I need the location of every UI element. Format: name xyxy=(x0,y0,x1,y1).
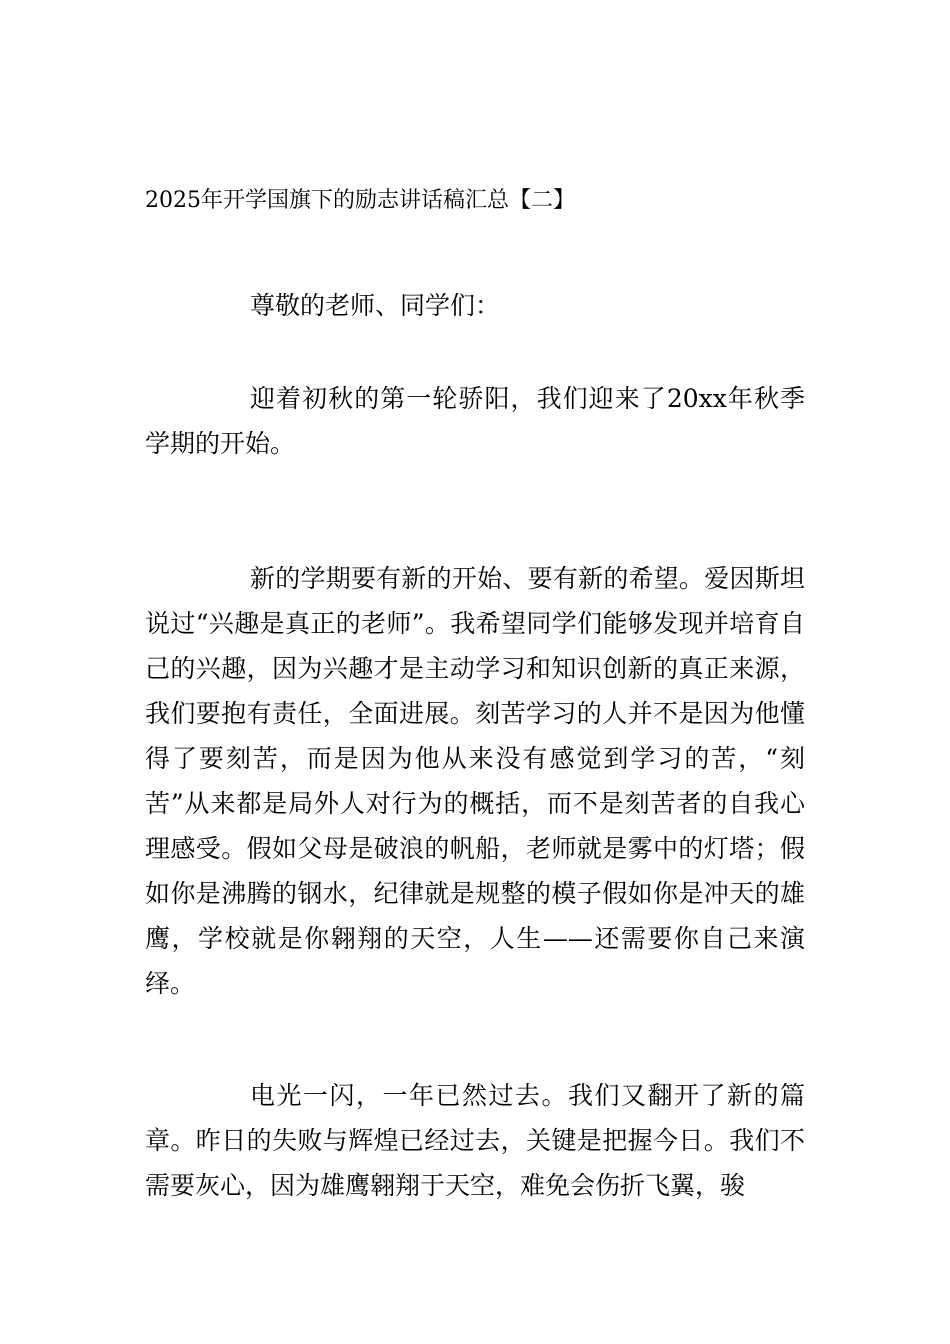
paragraph-1: 迎着初秋的第一轮骄阳，我们迎来了20xx年秋季学期的开始。 xyxy=(145,384,805,458)
document-title: 2025年开学国旗下的励志讲话稿汇总【二】 xyxy=(145,188,575,213)
salutation: 尊敬的老师、同学们： xyxy=(250,291,501,320)
paragraph-3: 电光一闪，一年已然过去。我们又翻开了新的篇章。昨日的失败与辉煌已经过去，关键是把握今日。我们不需要灰心，因为雄鹰翱翔于天空，难免会伤折飞翼，骏 xyxy=(145,1081,805,1200)
paragraph-2: 新的学期要有新的开始、要有新的希望。爱因斯坦说过“兴趣是真正的老师”。我希望同学们能够发现并培育自己的兴趣，因为兴趣才是主动学习和知识创新的真正来源，我们要抱有责任，全面进展。刻苦学习的人并不是因为他懂得了要刻苦，而是因为他从来没有感觉到学习的苦，“刻苦”从来都是局外人对行为的概括，而不是刻苦者的自我心理感受。假如父母是破浪的帆船，老师就是雾中的灯塔；假如你是沸腾的钢水，纪律就是规整的模子假如你是冲天的雄鹰，学校就是你翱翔的天空，人生——还需要你自己来演绎。 xyxy=(145,564,805,998)
